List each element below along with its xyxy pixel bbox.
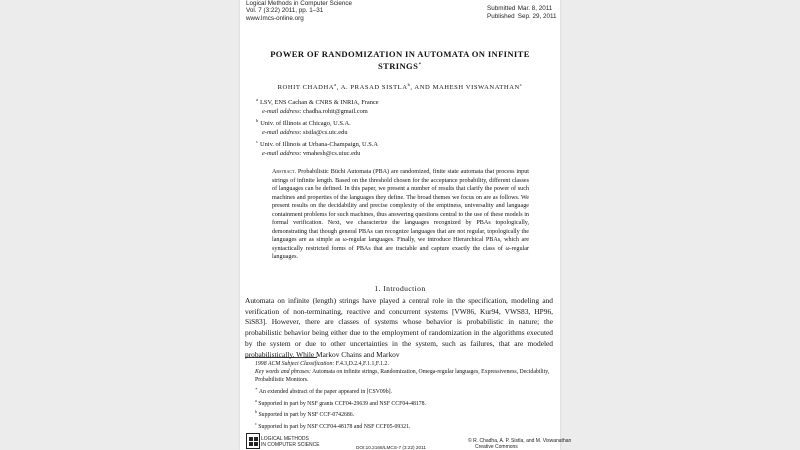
journal-website[interactable]: www.lmcs-online.org [246, 14, 304, 22]
published-label: Published [487, 12, 515, 20]
lmcs-logo-icon [246, 433, 260, 449]
submitted-date: Mar. 8, 2011 [517, 5, 553, 12]
title-footnote-mark: ∗ [418, 61, 422, 67]
footnote-mark: b [255, 409, 257, 415]
footnotes [245, 361, 555, 432]
logo-line-1: LOGICAL METHODS [261, 436, 309, 442]
author-name: A. PRASAD SISTLA [340, 84, 408, 92]
footnote-mark: ∗ [255, 385, 258, 391]
abstract-text: Probabilistic Büchi Automata (PBA) are randomized, finite state automata that process input strings of infinite length. Based on the threshold chosen for the acceptance probability, different classes of languages can be defined. In this paper, we present a number of results that clarify the power of such machines and properties of the languages they define. The broad themes we focus on are as follows. We present results on the decidability and precise complexity of the emptiness, universality and language containment problems for such machines, thus answering questions central to the use of these models in formal verification. Next, we characterize the languages recognized by PBAs topologically, demonstrating that though general PBAs can recognize languages that are not regular, topologically the languages are as simple as ω-regular languages. Finally, we introduce Hierarchical PBAs, which are syntactically restricted forms of PBAs that are tractable and capture exactly the class of ω-regular languages. [272, 169, 529, 261]
footnote-text: Supported in part by NSF CCF04-48178 and NSF CCF05-09321. [258, 424, 411, 431]
footnote-text: Supported in part by NSF grants CCF04-29639 and NSF CCF04-48178. [258, 400, 427, 407]
affiliation: $^c$ Univ. of Illinois at Urbana-Champaign, U.S.A e-mail address: vmahesh@cs.uiuc.edu [256, 139, 378, 157]
email-label: e-mail address [262, 149, 300, 157]
email-label: e-mail address [262, 107, 300, 115]
journal-volume: Vol. 7 (3:22) 2011, pp. 1–31 [246, 7, 324, 15]
author-list [240, 82, 560, 91]
acm-label: 1998 ACM Subject Classification: [255, 361, 335, 367]
journal-name: Logical Methods in Computer Science [246, 0, 353, 7]
footnote-mark: c [255, 421, 257, 427]
author-mark: b [407, 82, 411, 87]
paper-title [240, 49, 560, 71]
submission-dates [487, 5, 557, 20]
keywords-text: Automata on infinite strings, Randomization, Omega-regular languages, Expressiveness, Decidability, Probabilistic Monitors. [255, 368, 550, 383]
affiliation-mark: c [256, 139, 258, 144]
abstract [272, 168, 529, 262]
doi-line[interactable]: DOI:10.2168/LMCS-7 (3:22) 2011 [356, 445, 427, 450]
email-address[interactable]: vmahesh@cs.uiuc.edu [302, 149, 361, 157]
author-mark: a [334, 82, 337, 87]
affiliation-mark: b [256, 118, 259, 123]
logo-line-2: IN COMPUTER SCIENCE [261, 441, 320, 448]
title-line-2: STRINGS [378, 60, 419, 71]
affiliation: $^b$ Univ. of Illinois at Chicago, U.S.A. e-mail address: sistla@cs.uic.edu [256, 118, 351, 136]
footnote-divider [245, 357, 317, 358]
intro-paragraph: Automata on infinite (length) strings have played a central role in the specification, modeling and verification of non-terminating, reactive and concurrent systems [VW86, Kur94, VWS83, HP96, SiS83]. However, there are classes of systems whose behavior is probabilistic in nature; the probabilistic behavior being either due to the employment of randomization in the algorithms executed by the system or due to other uncertainties in the system, such as failures, that are modeled probabilistically. While Markov Chains and Markov [245, 296, 553, 359]
footnote-text: Supported in part by NSF CCF-0742686. [258, 412, 355, 419]
affiliation-institution: Univ. of Illinois at Urbana-Champaign, U.S.A [260, 141, 378, 149]
copyright-notice [468, 438, 571, 450]
author-separator: , AND [410, 84, 433, 92]
affiliation: $^a$ LSV, ENS Cachan & CNRS & INRIA, France e-mail address: chadha.rohit@gmail.com [256, 97, 379, 115]
footnote-text: An extended abstract of the paper appeared in [CSV09b]. [258, 388, 392, 395]
footnote-mark: a [255, 397, 257, 403]
paper-page [240, 0, 572, 450]
copyright-line-1: © R. Chadha, A. P. Sistla, and M. Viswanathan [468, 438, 572, 444]
email-address[interactable]: chadha.rohit@gmail.com [302, 107, 368, 115]
email-label: e-mail address [262, 128, 300, 136]
section-heading: 1. Introduction [374, 284, 426, 293]
affiliation-mark: a [256, 97, 258, 102]
affiliation-institution: Univ. of Illinois at Chicago, U.S.A. [260, 120, 351, 128]
author-name: ROHIT CHADHA [277, 84, 335, 92]
email-address[interactable]: sistla@cs.uic.edu [302, 128, 348, 136]
copyright-line-2[interactable]: Creative Commons [475, 444, 518, 450]
author-separator: , [336, 84, 341, 92]
author-mark: c [519, 82, 523, 87]
journal-header [246, 0, 352, 22]
acm-text: F.4.3,D.2.4,F.1.1,F.1.2. [335, 361, 389, 367]
submitted-label: Submitted [487, 5, 516, 12]
title-line-1: POWER OF RANDOMIZATION IN AUTOMATA ON INFINITE [270, 49, 530, 59]
journal-logo-text [261, 437, 320, 448]
keywords-label: Key words and phrases: [255, 368, 311, 375]
abstract-label: Abstract. [272, 169, 296, 175]
author-name: MAHESH VISWANATHAN [432, 84, 520, 92]
affiliation-institution: LSV, ENS Cachan & CNRS & INRIA, France [260, 99, 379, 107]
published-date: Sep. 29, 2011 [517, 12, 557, 20]
